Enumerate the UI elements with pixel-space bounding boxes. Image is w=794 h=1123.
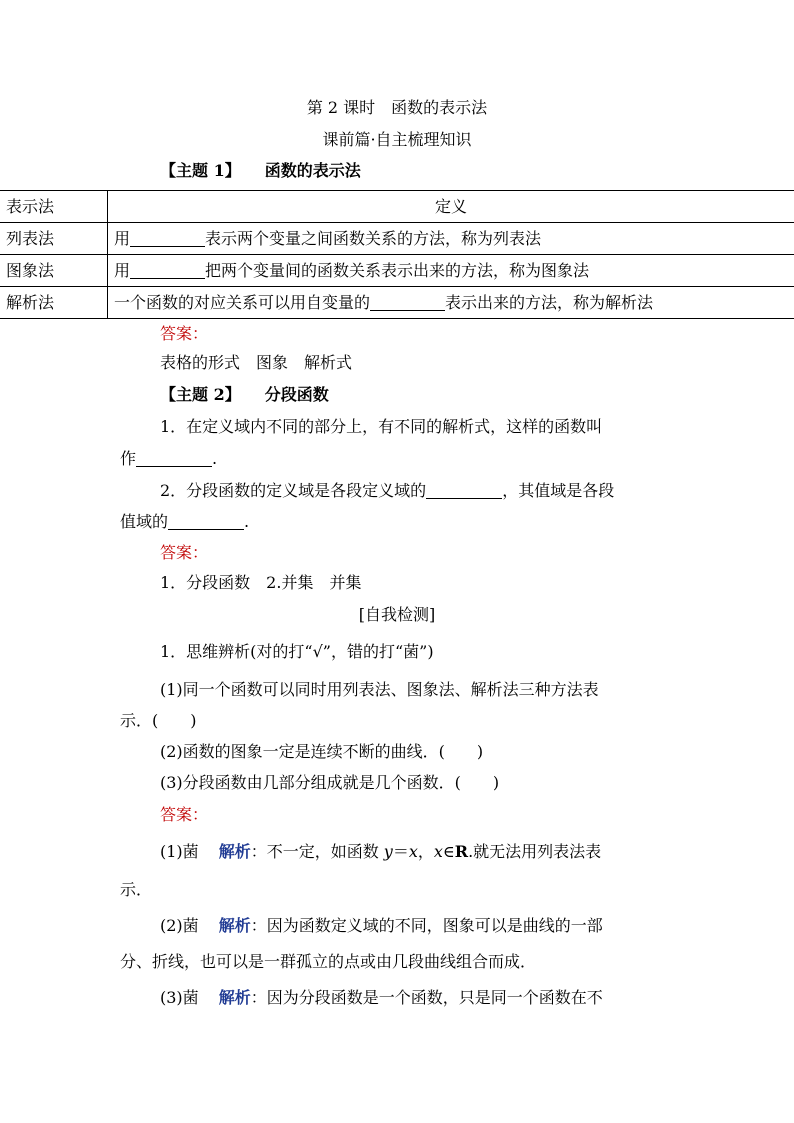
table-row [0,287,794,319]
analysis-2-line1 [160,916,603,936]
item-2-2-text-c: 值域的 [120,512,169,531]
question-1-3: (3)分段函数由几部分组成就是几个函数．( ) [160,773,500,792]
analysis-1-line1 [160,842,601,862]
analysis-num: (1) [160,842,183,861]
analysis-text: .就无法用列表法表 [468,842,602,861]
answer-1: 表格的形式 图象 解析式 [160,353,353,372]
question-1-2: (2)函数的图象一定是连续不断的曲线．( ) [160,742,484,761]
analysis-1-line2: 示． [120,880,153,899]
mark-symbol: 菌 [182,842,199,861]
item-2-1-text: 作 [120,449,137,468]
table-header-row [0,191,794,223]
table-cell-definition [108,223,794,255]
table-header-definition: 定义 [108,191,794,223]
item-2-2-line1 [160,481,614,501]
section-title: 课前篇·自主梳理知识 [322,130,472,149]
analysis-text: ：不一定，如函数 [250,842,384,861]
analysis-label: 解析 [218,988,251,1007]
answer-2: 1．分段函数 2.并集 并集 [160,573,362,592]
def-post: 表示两个变量之间函数关系的方法，称为列表法 [205,228,542,248]
analysis-3-line1 [160,988,603,1008]
in-symbol: ∈ [442,842,455,861]
analysis-2-line2: 分、折线，也可以是一群孤立的点或由几段曲线组合而成． [120,952,537,971]
answer-label-2: 答案： [160,543,209,562]
representation-table [0,190,794,319]
analysis-label: 解析 [218,842,251,861]
var-y: y [383,842,393,861]
var-x: x [433,842,443,861]
fill-blank [426,482,502,499]
analysis-label: 解析 [218,916,251,935]
question-1: 1．思维辨析(对的打“√”，错的打“菌”) [160,642,434,661]
topic1-label: 【主题 1】 [160,161,241,180]
item-2-2-text-a: 2．分段函数的定义域是各段定义域的 [160,481,427,500]
fill-blank [130,230,205,247]
table-cell-name: 列表法 [0,223,108,255]
mark-symbol: 菌 [182,916,199,935]
def-pre: 一个函数的对应关系可以用自变量的 [114,292,371,312]
var-x: x [408,842,418,861]
answer-label-1: 答案： [160,324,209,343]
topic2-heading [160,385,329,405]
answer-label-3: 答案： [160,805,209,824]
def-post: 表示出来的方法，称为解析法 [445,292,654,312]
self-check-heading: [自我检测] [358,605,436,624]
fill-blank [136,450,212,467]
table-header-method: 表示法 [0,191,108,223]
analysis-num: (2) [160,916,183,935]
fill-blank [130,262,205,279]
eq-sign: ＝ [392,842,409,861]
analysis-num: (3) [160,988,183,1007]
item-2-2-text-b: ，其值域是各段 [502,481,615,500]
table-row [0,223,794,255]
fill-blank [168,513,244,530]
table-cell-name: 解析法 [0,287,108,319]
lesson-title: 第 2 课时 函数的表示法 [306,98,488,117]
def-post: 把两个变量间的函数关系表示出来的方法，称为图象法 [205,260,590,280]
table-cell-name: 图象法 [0,255,108,287]
item-2-1-line2: 作 . [120,449,218,468]
def-pre: 用 [114,228,131,248]
fill-blank [370,294,445,311]
topic2-title: 分段函数 [264,385,329,404]
item-2-1-line1: 1．在定义域内不同的部分上，有不同的解析式，这样的函数叫 [160,417,603,436]
item-2-2-line2: 值域的 . [120,512,250,531]
def-pre: 用 [114,260,131,280]
analysis-text: ：因为函数定义域的不同，图象可以是曲线的一部 [250,916,603,935]
topic1-title: 函数的表示法 [264,161,361,180]
table-cell-definition [108,255,794,287]
topic1-heading [160,161,361,181]
topic2-label: 【主题 2】 [160,385,241,404]
question-1-1-line2: 示．( ) [120,711,197,730]
analysis-text: ：因为分段函数是一个函数，只是同一个函数在不 [250,988,603,1007]
table-row [0,255,794,287]
table-cell-definition [108,287,794,319]
comma: ， [417,842,434,861]
set-R: R [454,842,469,861]
question-1-1-line1: (1)同一个函数可以同时用列表法、图象法、解析法三种方法表 [160,680,599,699]
mark-symbol: 菌 [182,988,199,1007]
